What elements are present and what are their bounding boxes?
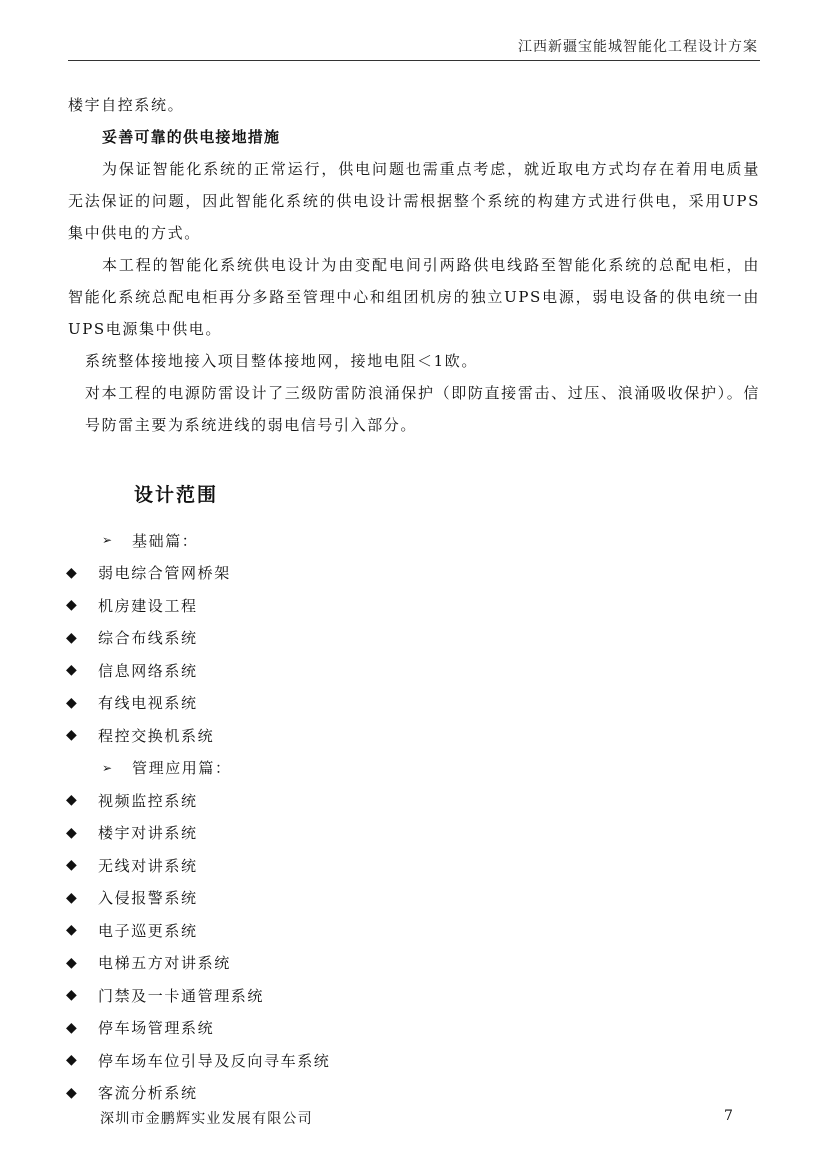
diamond-bullet-icon: ◆: [66, 1084, 79, 1101]
paragraph-power-supply: 为保证智能化系统的正常运行，供电问题也需重点考虑，就近取电方式均存在着用电质量无法保证的问题，因此智能化系统的供电设计需根据整个系统的构建方式进行供电，采用UPS集中供电的方式。: [68, 160, 760, 242]
diamond-bullet-icon: ◆: [66, 1052, 79, 1069]
list-item-text: 门禁及一卡通管理系统: [98, 986, 265, 1005]
header-divider: [68, 60, 760, 61]
list-item: [66, 817, 330, 850]
diamond-bullet-icon: ◆: [66, 662, 79, 679]
list-item-text: 电梯五方对讲系统: [98, 954, 231, 973]
section-title-design-scope: 设计范围: [134, 484, 219, 506]
footer-company: 深圳市金鹏辉实业发展有限公司: [100, 1111, 313, 1127]
list-item: [66, 719, 330, 752]
diamond-bullet-icon: ◆: [66, 954, 79, 971]
diamond-bullet-icon: ◆: [66, 889, 79, 906]
list-item: [66, 557, 330, 590]
list-item: [66, 589, 330, 622]
diamond-bullet-icon: ◆: [66, 597, 79, 614]
intro-tail: 楼宇自控系统。: [68, 96, 185, 114]
list-item-text: 机房建设工程: [98, 596, 198, 615]
list-item-text: 入侵报警系统: [98, 889, 198, 908]
list-item-text: 楼宇对讲系统: [98, 824, 198, 843]
arrow-bullet-icon: ➢: [102, 533, 114, 548]
list-item: [66, 882, 330, 915]
header-title: 江西新疆宝能城智能化工程设计方案: [518, 39, 758, 55]
list-item: [66, 784, 330, 817]
list-item-text: 程控交换机系统: [98, 726, 215, 745]
scope-group-heading: [66, 752, 330, 785]
body-text: [68, 89, 760, 441]
paragraph-power-design: 本工程的智能化系统供电设计为由变配电间引两路供电线路至智能化系统的总配电柜，由智能化系统总配电柜再分多路至管理中心和组团机房的独立UPS电源，弱电设备的供电统一由UPS电源集中供电。: [68, 256, 760, 338]
list-item-text: 停车场车位引导及反向寻车系统: [98, 1051, 331, 1070]
diamond-bullet-icon: ◆: [66, 629, 79, 646]
scope-group-label: 管理应用篇：: [132, 759, 232, 778]
list-item-text: 无线对讲系统: [98, 856, 198, 875]
list-item-text: 综合布线系统: [98, 629, 198, 648]
paragraph-lightning: 对本工程的电源防雷设计了三级防雷防浪涌保护（即防直接雷击、过压、浪涌吸收保护）。信号防雷主要为系统进线的弱电信号引入部分。: [85, 384, 760, 434]
list-item-text: 信息网络系统: [98, 661, 198, 680]
list-item: [66, 622, 330, 655]
design-scope-list: [66, 524, 330, 1109]
scope-group-heading: [66, 524, 330, 557]
diamond-bullet-icon: ◆: [66, 1019, 79, 1036]
diamond-bullet-icon: ◆: [66, 694, 79, 711]
list-item-text: 视频监控系统: [98, 791, 198, 810]
list-item: [66, 654, 330, 687]
diamond-bullet-icon: ◆: [66, 987, 79, 1004]
diamond-bullet-icon: ◆: [66, 857, 79, 874]
diamond-bullet-icon: ◆: [66, 922, 79, 939]
list-item-text: 弱电综合管网桥架: [98, 564, 231, 583]
diamond-bullet-icon: ◆: [66, 792, 79, 809]
list-item: [66, 1044, 330, 1077]
list-item: [66, 914, 330, 947]
list-item: [66, 687, 330, 720]
list-item-text: 有线电视系统: [98, 694, 198, 713]
page-number: 7: [724, 1108, 733, 1124]
arrow-bullet-icon: ➢: [102, 760, 114, 775]
list-item: [66, 849, 330, 882]
list-item: [66, 979, 330, 1012]
power-heading: 妥善可靠的供电接地措施: [102, 128, 281, 146]
scope-group-label: 基础篇：: [132, 531, 199, 550]
list-item-text: 电子巡更系统: [98, 921, 198, 940]
diamond-bullet-icon: ◆: [66, 824, 79, 841]
diamond-bullet-icon: ◆: [66, 564, 79, 581]
paragraph-grounding: 系统整体接地接入项目整体接地网，接地电阻＜1欧。: [85, 352, 478, 370]
list-item-text: 客流分析系统: [98, 1084, 198, 1103]
diamond-bullet-icon: ◆: [66, 727, 79, 744]
list-item: [66, 947, 330, 980]
list-item: [66, 1012, 330, 1045]
list-item: [66, 1077, 330, 1110]
list-item-text: 停车场管理系统: [98, 1019, 215, 1038]
